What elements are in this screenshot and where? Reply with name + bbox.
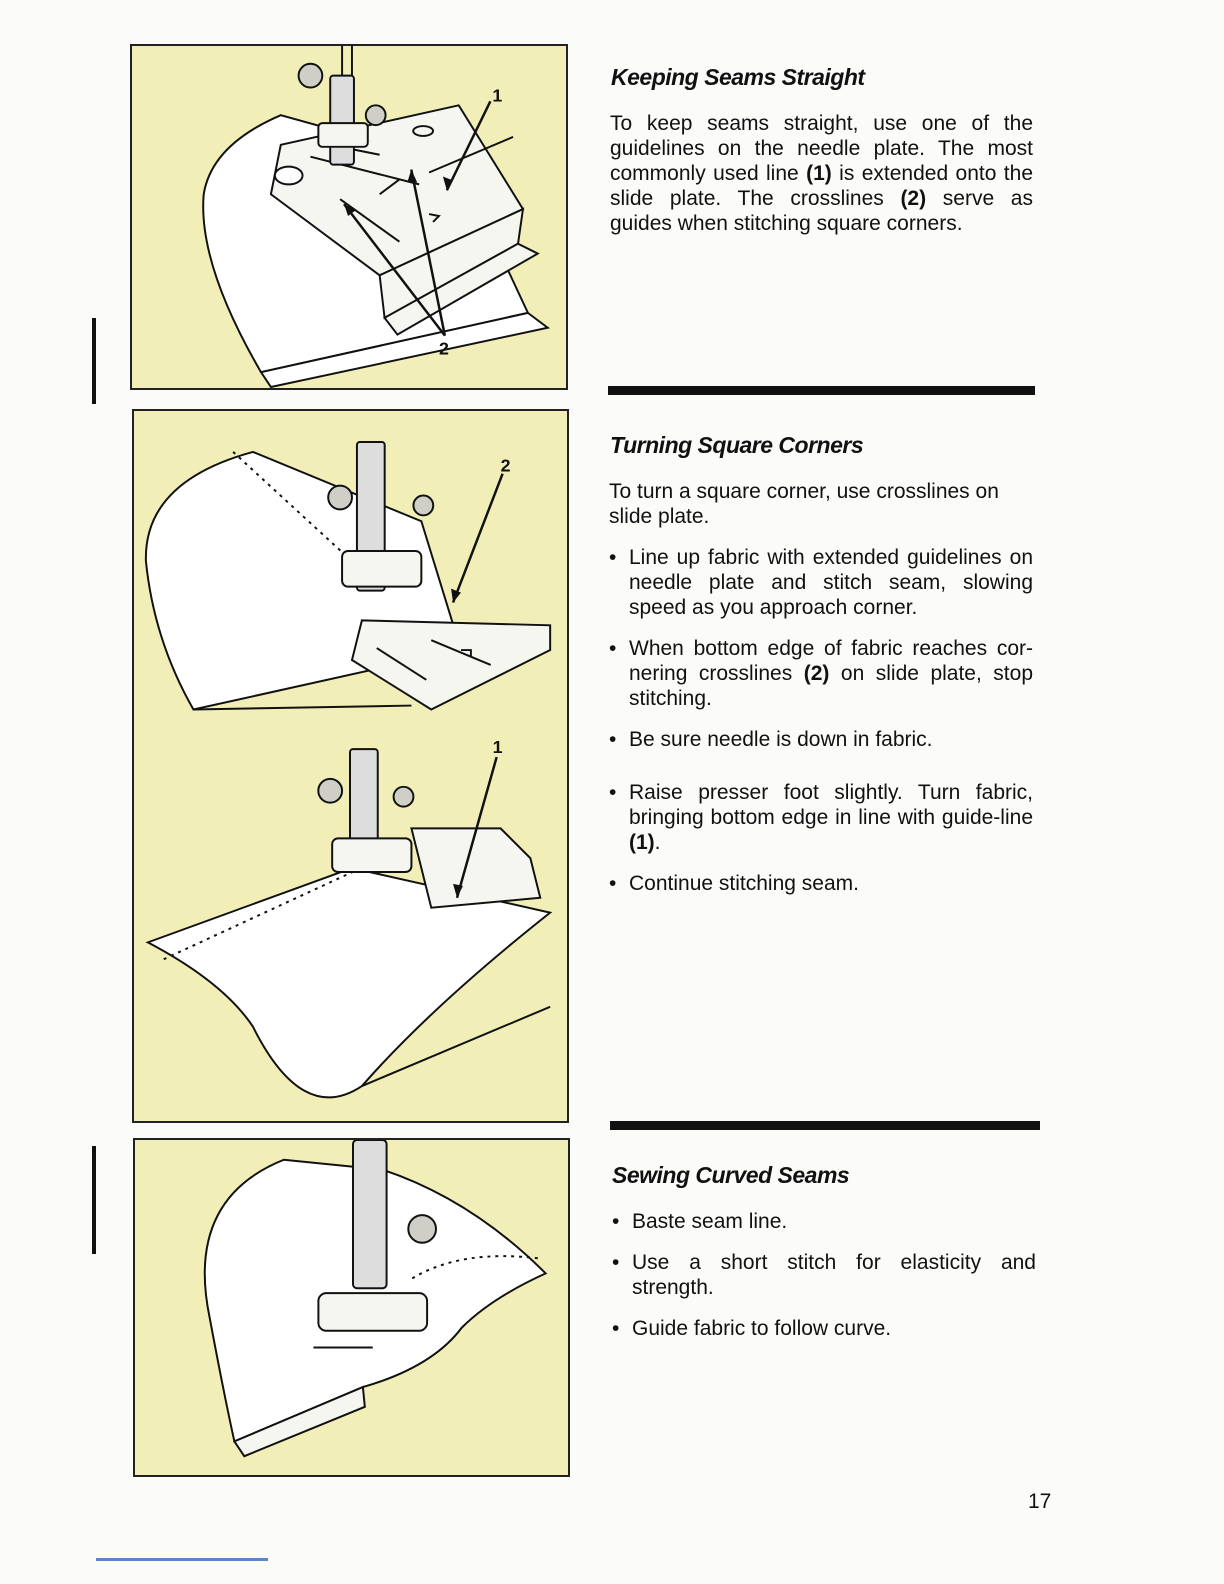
section-divider (610, 1121, 1040, 1130)
curved-seam-illustration (135, 1140, 568, 1475)
paragraph-square-corners-intro: To turn a square corner, use crosslines on slide plate. (609, 480, 999, 528)
callout-label-2: 2 (500, 455, 511, 476)
square-corner-steps-list (609, 545, 1033, 912)
figure-needle-plate-guidelines (130, 44, 568, 390)
heading-turning-square-corners: Turning Square Corners (610, 432, 864, 458)
list-item: • When bottom edge of fabric reaches cor-nering crosslines (2) on slide plate, stop stitching. (609, 636, 1033, 711)
figure-turning-square-corners (132, 409, 569, 1123)
scan-edge-line (96, 1558, 268, 1561)
list-item: • Be sure needle is down in fabric. (609, 727, 1033, 752)
square-corner-illustration (134, 411, 567, 1121)
binding-mark (92, 1146, 96, 1254)
binding-mark (92, 318, 96, 404)
heading-sewing-curved-seams: Sewing Curved Seams (612, 1162, 850, 1188)
figure-curved-seams (133, 1138, 570, 1477)
paragraph-keeping-seams-straight: To keep seams straight, use one of the guidelines on the needle plate. The most commonly used line (1) is extended onto the slide plate. The crosslines (2) serve as guides when stitching square corners. (610, 112, 1034, 235)
callout-label-1: 1 (492, 85, 503, 106)
section-divider (608, 386, 1035, 395)
callout-label-1: 1 (492, 737, 503, 758)
callout-label-2: 2 (438, 338, 449, 359)
heading-keeping-seams-straight: Keeping Seams Straight (611, 64, 865, 90)
list-item: • Use a short stitch for elasticity and strength. (612, 1250, 1036, 1300)
needle-plate-illustration (132, 46, 566, 388)
list-item: • Baste seam line. (612, 1209, 1036, 1234)
list-item: • Line up fabric with extended guidelines on needle plate and stitch seam, slowing speed as you approach corner. (609, 545, 1033, 620)
page-number: 17 (1028, 1490, 1052, 1513)
curved-seam-steps-list (612, 1209, 1036, 1357)
list-item: • Raise presser foot slightly. Turn fabric, bringing bottom edge in line with guide-line (1). (609, 780, 1033, 855)
list-item: • Continue stitching seam. (609, 871, 1033, 896)
list-item: • Guide fabric to follow curve. (612, 1316, 1036, 1341)
